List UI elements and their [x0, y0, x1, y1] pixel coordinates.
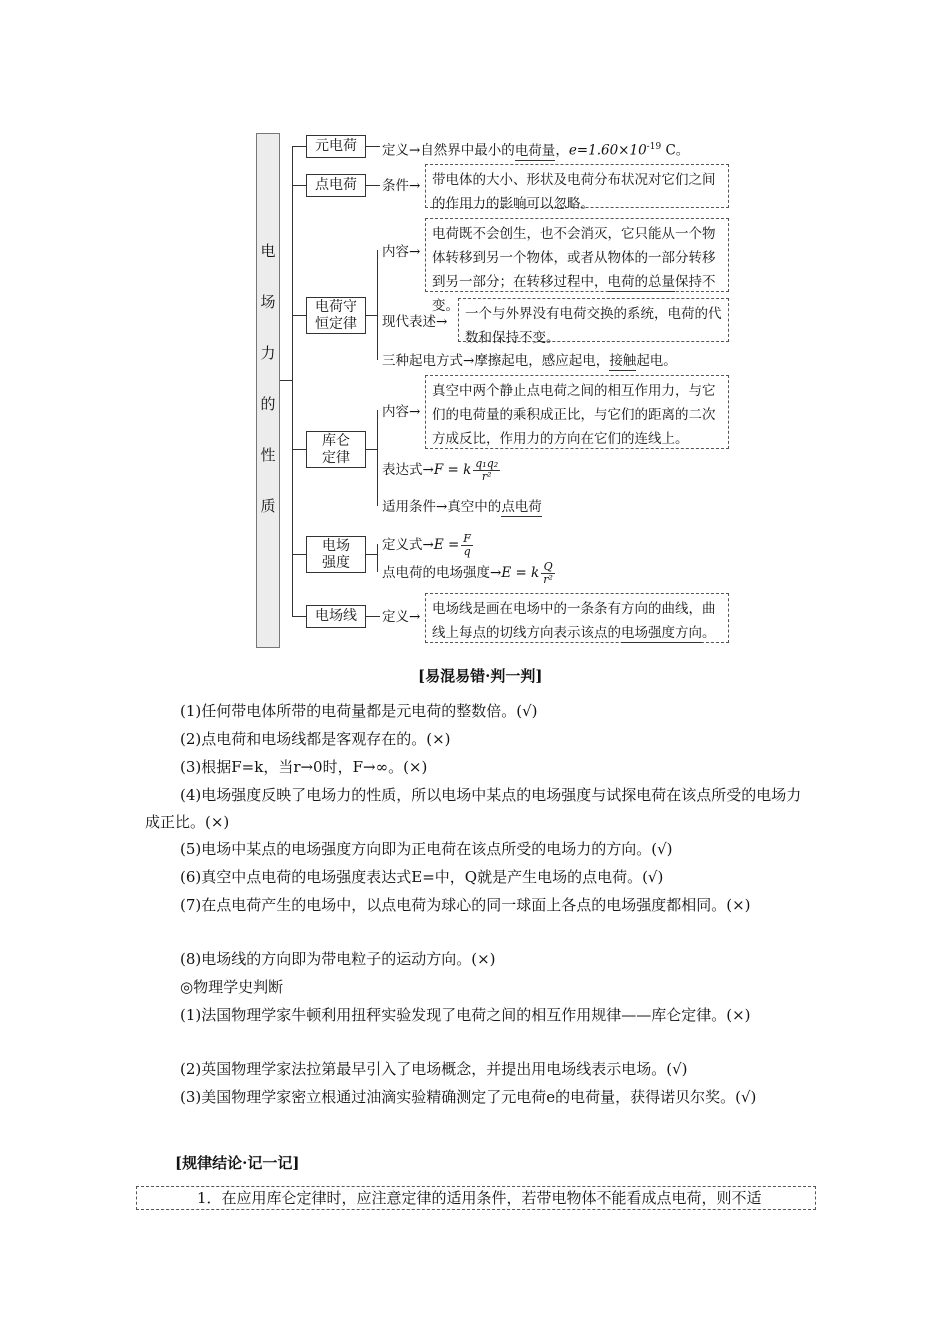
branch5-point-charge: 点电荷的电场强度→E = k $\frac{Q}{\text{r²}}$	[382, 560, 553, 586]
rule-box: 1．在应用库仑定律时，应注意定律的适用条件，若带电物体不能看成点电荷，则不适	[136, 1186, 816, 1210]
judgment-item: (7)在点电荷产生的电场中，以点电荷为球心的同一球面上各点的电场强度都相同。(×)	[180, 896, 751, 914]
branch6-definition-box: 电场线是画在电场中的一条条有方向的曲线，曲线上每点的切线方向表示该点的电场强度方向。	[425, 593, 729, 643]
branch6-definition-label: 定义→	[382, 609, 421, 625]
judgment-item: (4)电场强度反映了电场力的性质，所以电场中某点的电场强度与试探电荷在该点所受的电场力成正比。(×)	[145, 786, 802, 831]
node-conservation: 电荷守 恒定律	[306, 297, 366, 334]
branch2-condition-label: 条件→	[382, 178, 421, 194]
vertical-bracket	[292, 146, 293, 616]
judgment-item: (2)点电荷和电场线都是客观存在的。(×)	[180, 730, 451, 748]
node-coulomb: 库仑 定律	[306, 431, 366, 468]
branch4-content-box: 真空中两个静止点电荷之间的相互作用力，与它们的电荷量的乘积成正比，与它们的距离的二次方成反比，作用力的方向在它们的连线上。	[425, 375, 729, 449]
branch4-condition: 适用条件→真空中的点电荷	[382, 499, 542, 515]
judgment-item: (6)真空中点电荷的电场强度表达式E=中，Q就是产生电场的点电荷。(√)	[180, 868, 664, 886]
history-item: (1)法国物理学家牛顿利用扭秤实验发现了电荷之间的相互作用规律——库仑定律。(×)	[180, 1006, 751, 1024]
history-item: (2)英国物理学家法拉第最早引入了电场概念，并提出用电场线表示电场。(√)	[180, 1060, 688, 1078]
node-field-strength: 电场 强度	[306, 536, 366, 573]
branch1-definition: 定义→自然界中最小的电荷量，$e=1.60\times 10^{-19}$ C。	[382, 142, 690, 159]
section-title-judge: [易混易错·判一判]	[418, 667, 543, 685]
judgment-item: (1)任何带电体所带的电荷量都是元电荷的整数倍。(√)	[180, 702, 538, 720]
node-field-line: 电场线	[306, 605, 366, 628]
history-title: ◎物理学史判断	[180, 978, 284, 996]
branch4-expression: 表达式→F = k $\frac{\text{q₁q₂}}{\text{r²}}$	[382, 457, 499, 483]
diagram-title: 电 场 力 的 性 质	[256, 133, 280, 648]
branch4-content-label: 内容→	[382, 404, 421, 420]
branch3-content-box: 电荷既不会创生，也不会消灭，它只能从一个物体转移到另一个物体，或者从物体的一部分转移到另一部分；在转移过程中，电荷的总量保持不变。	[425, 218, 729, 292]
history-item: (3)美国物理学家密立根通过油滴实验精确测定了元电荷e的电荷量，获得诺贝尔奖。(√)	[180, 1088, 757, 1106]
branch3-charging-ways: 三种起电方式→摩擦起电，感应起电，接触起电。	[382, 353, 677, 369]
branch5-definition: 定义式→E = $\frac{F}{q}$	[382, 532, 471, 558]
branch2-condition-box: 带电体的大小、形状及电荷分布状况对它们之间的作用力的影响可以忽略。	[425, 164, 729, 208]
branch3-modern-box: 一个与外界没有电荷交换的系统，电荷的代数和保持不变。	[458, 298, 729, 342]
branch3-modern-label: 现代表述→	[382, 314, 448, 330]
judgment-item: (8)电场线的方向即为带电粒子的运动方向。(×)	[180, 950, 496, 968]
judgment-item: (5)电场中某点的电场强度方向即为正电荷在该点所受的电场力的方向。(√)	[180, 840, 673, 858]
section-title-rules: [规律结论·记一记]	[175, 1154, 300, 1172]
node-yuandianhe: 元电荷	[306, 135, 366, 158]
judgment-item: (3)根据F=k，当r→0时，F→∞。(×)	[180, 758, 428, 776]
node-diandianhe: 点电荷	[306, 174, 366, 197]
branch3-content-label: 内容→	[382, 244, 421, 260]
